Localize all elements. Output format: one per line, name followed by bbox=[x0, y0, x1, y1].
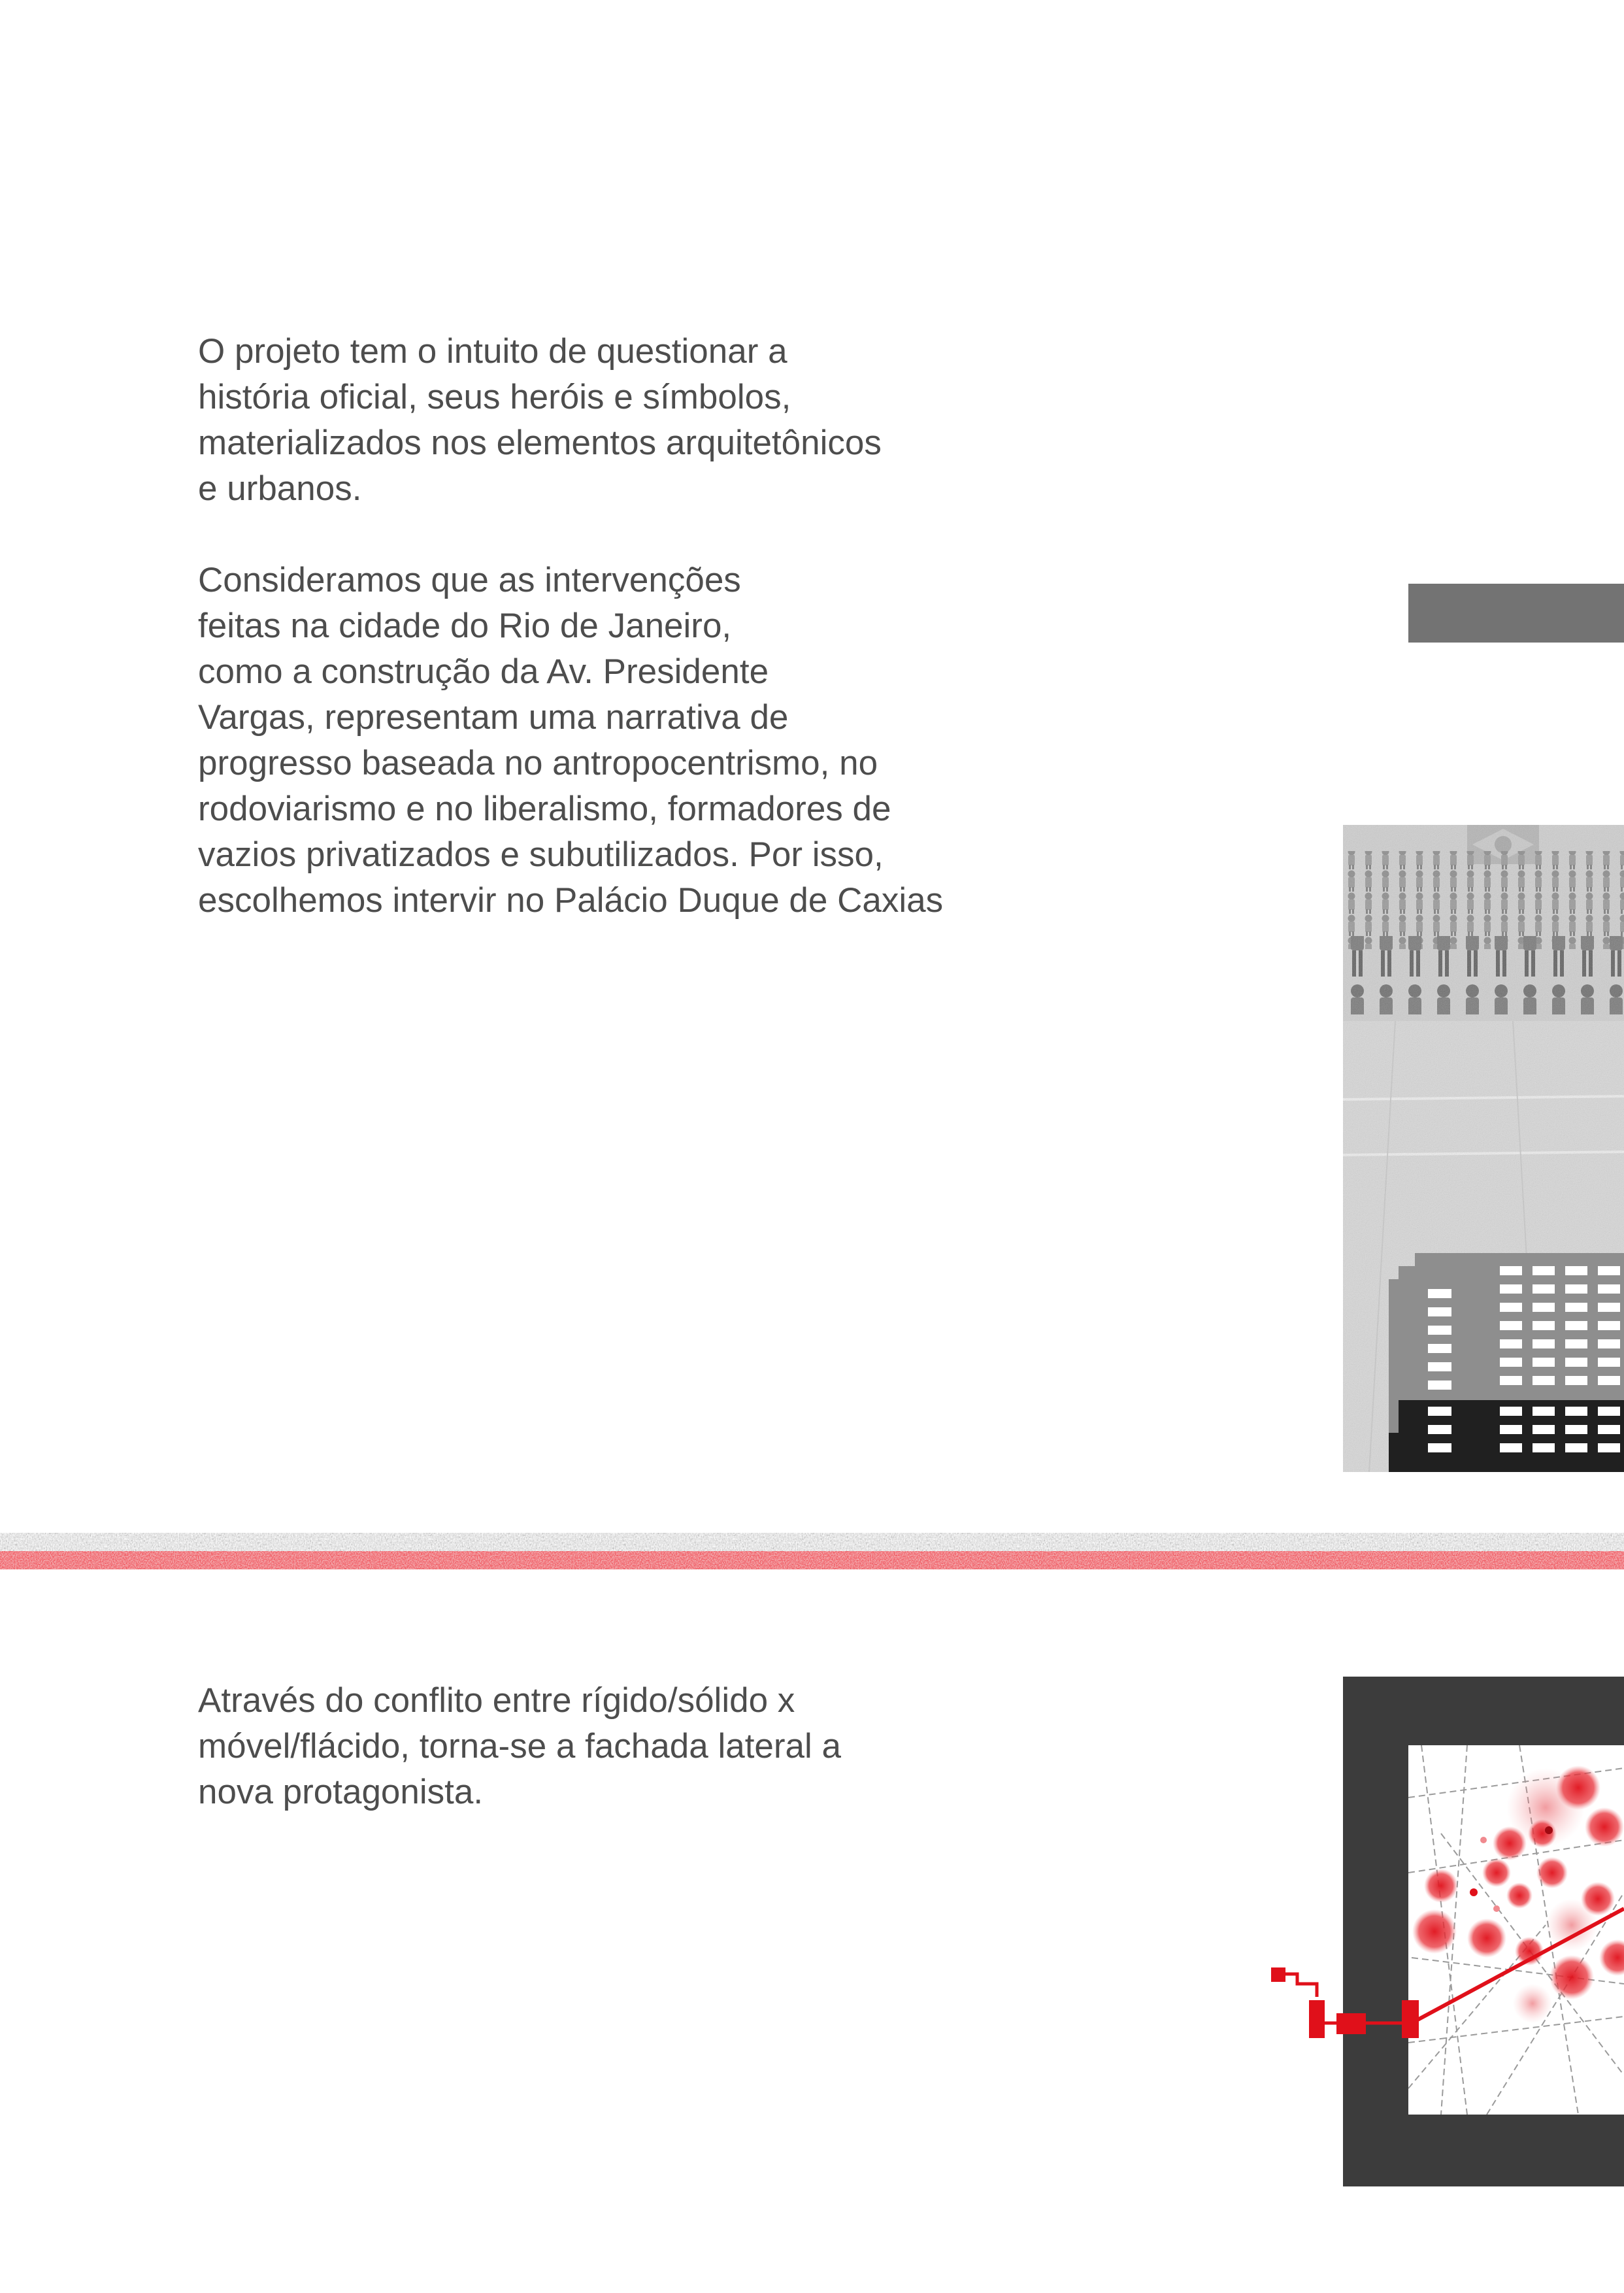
gray-bar-graphic bbox=[1408, 584, 1624, 643]
context-line-7: vazios privatizados e subutilizados. Por isso, bbox=[198, 835, 884, 874]
conflict-line-1: Através do conflito entre rígido/sólido x bbox=[198, 1681, 795, 1720]
context-line-6: rodoviarismo e no liberalismo, formadores de bbox=[198, 790, 891, 828]
intro-line-4: e urbanos. bbox=[198, 469, 362, 508]
conflict-line-3: nova protagonista. bbox=[198, 1773, 484, 1811]
intro-line-2: história oficial, seus heróis e símbolos, bbox=[198, 378, 791, 416]
context-line-5: progresso baseada no antropocentrismo, no bbox=[198, 744, 878, 782]
context-line-3: como a construção da Av. Presidente bbox=[198, 652, 769, 691]
facade-conflict-diagram bbox=[1271, 1677, 1624, 2186]
context-line-2: feitas na cidade do Rio de Janeiro, bbox=[198, 607, 732, 645]
intro-line-3: materializados nos elementos arquitetônicos bbox=[198, 424, 882, 462]
noise-divider-band bbox=[0, 1533, 1624, 1579]
military-parade-photo bbox=[1343, 825, 1624, 1472]
context-line-1: Consideramos que as intervenções bbox=[198, 561, 741, 599]
context-paragraph bbox=[198, 558, 943, 924]
conflict-paragraph bbox=[198, 1678, 841, 1815]
context-line-8: escolhemos intervir no Palácio Duque de Caxias bbox=[198, 881, 944, 920]
intro-paragraph bbox=[198, 329, 882, 512]
intro-line-1: O projeto tem o intuito de questionar a bbox=[198, 332, 787, 371]
context-line-4: Vargas, representam uma narrativa de bbox=[198, 698, 789, 737]
building-silhouette bbox=[1389, 1253, 1624, 1472]
conflict-line-2: móvel/flácido, torna-se a fachada lateral a bbox=[198, 1727, 841, 1766]
